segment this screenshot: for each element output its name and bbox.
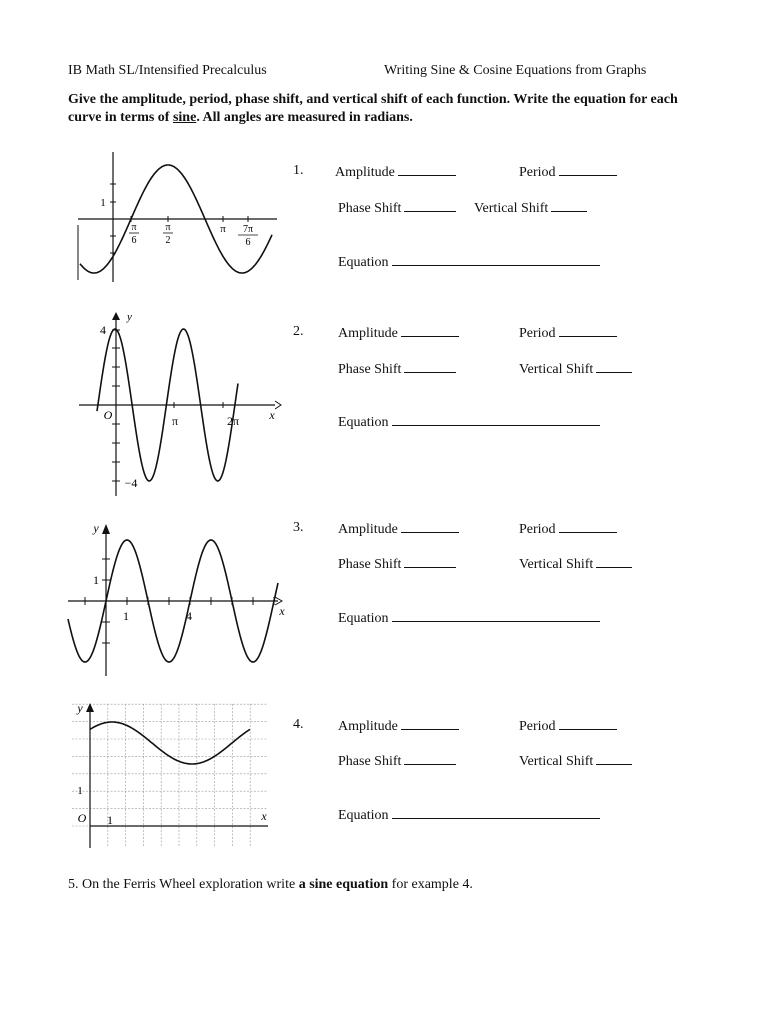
problem-4-amplitude — [338, 717, 459, 735]
instructions-sine-word: sine — [172, 110, 197, 125]
period-answer-blank[interactable] — [559, 324, 617, 337]
problem-3-equation — [338, 609, 600, 627]
graph2-x-pi: π — [171, 414, 179, 428]
problem-1-equation — [338, 253, 600, 271]
graph2-y-top: 4 — [100, 323, 106, 337]
problem-2-phase-shift — [338, 360, 456, 378]
graph-1 — [72, 150, 282, 285]
equation-label: Equation — [338, 808, 389, 823]
vertical-shift-answer-blank[interactable] — [551, 199, 587, 212]
problem-4-vertical-shift — [519, 752, 632, 770]
graph2-x-label: x — [269, 408, 275, 422]
equation-answer-blank[interactable] — [392, 609, 600, 622]
equation-answer-blank[interactable] — [392, 253, 600, 266]
period-label: Period — [519, 522, 556, 537]
problem-5-post: for example 4. — [388, 877, 473, 892]
problem-1-amplitude — [335, 163, 456, 181]
equation-label: Equation — [338, 415, 389, 430]
vertical-shift-answer-blank[interactable] — [596, 555, 632, 568]
vertical-shift-label: Vertical Shift — [474, 201, 549, 216]
graph1-xtick-7pi6-num: 7π — [242, 224, 254, 235]
worksheet-title: Writing Sine & Cosine Equations from Graphs — [384, 63, 647, 78]
equation-answer-blank[interactable] — [392, 806, 600, 819]
graph2-y-bottom: −4 — [124, 476, 138, 490]
period-label: Period — [519, 326, 556, 341]
problem-2-equation — [338, 413, 600, 431]
problem-2-vertical-shift — [519, 360, 632, 378]
problem-3-amplitude — [338, 520, 459, 538]
instructions-part1: Give the amplitude, period, phase shift, and vertical shift of each function. Write the equation for each curve in terms of — [68, 92, 678, 125]
graph1-xtick-pi2-den: 2 — [165, 235, 171, 246]
graph1-xtick-7pi6-den: 6 — [245, 237, 251, 248]
equation-label: Equation — [338, 611, 389, 626]
amplitude-label: Amplitude — [338, 326, 398, 341]
graph2-origin: O — [103, 408, 113, 422]
amplitude-answer-blank[interactable] — [401, 324, 459, 337]
period-answer-blank[interactable] — [559, 520, 617, 533]
graph3-y-tick: 1 — [93, 573, 99, 587]
phase-shift-answer-blank[interactable] — [404, 555, 456, 568]
problem-4-equation — [338, 806, 600, 824]
graph-2 — [75, 308, 285, 498]
vertical-shift-label: Vertical Shift — [519, 362, 594, 377]
problem-1-phase-shift — [338, 199, 456, 217]
graph4-grid — [72, 704, 268, 846]
graph4-y-label: y — [77, 701, 83, 715]
vertical-shift-label: Vertical Shift — [519, 557, 594, 572]
instructions — [68, 91, 708, 127]
graph1-ytick-label: 1 — [100, 197, 106, 209]
equation-label: Equation — [338, 255, 389, 270]
vertical-shift-answer-blank[interactable] — [596, 360, 632, 373]
phase-shift-answer-blank[interactable] — [404, 752, 456, 765]
graph2-y-label: y — [127, 311, 132, 323]
graph3-x-tick-1: 1 — [123, 609, 129, 623]
problem-1-number: 1. — [293, 163, 304, 178]
phase-shift-label: Phase Shift — [338, 754, 402, 769]
phase-shift-label: Phase Shift — [338, 557, 402, 572]
graph4-curve — [90, 722, 250, 764]
graph4-x-label: x — [261, 809, 267, 823]
phase-shift-answer-blank[interactable] — [404, 199, 456, 212]
problem-2-amplitude — [338, 324, 459, 342]
period-answer-blank[interactable] — [559, 717, 617, 730]
graph4-y-tick: 1 — [77, 785, 83, 797]
phase-shift-label: Phase Shift — [338, 362, 402, 377]
problem-1-period — [519, 163, 617, 181]
graph3-x-label: x — [279, 604, 285, 618]
graph2-x-2pi: 2π — [226, 414, 240, 428]
problem-1-vertical-shift — [474, 199, 587, 217]
graph-4 — [68, 700, 273, 850]
amplitude-answer-blank[interactable] — [401, 717, 459, 730]
period-answer-blank[interactable] — [559, 163, 617, 176]
instructions-part2: . All angles are measured in radians. — [196, 110, 413, 125]
amplitude-label: Amplitude — [338, 719, 398, 734]
vertical-shift-answer-blank[interactable] — [596, 752, 632, 765]
graph1-xtick-pi6-num: π — [131, 222, 137, 233]
problem-3-period — [519, 520, 617, 538]
graph-3 — [66, 518, 288, 678]
period-label: Period — [519, 165, 556, 180]
problem-2-period — [519, 324, 617, 342]
period-label: Period — [519, 719, 556, 734]
amplitude-label: Amplitude — [335, 165, 395, 180]
phase-shift-label: Phase Shift — [338, 201, 402, 216]
vertical-shift-label: Vertical Shift — [519, 754, 594, 769]
problem-5 — [68, 877, 473, 893]
problem-4-phase-shift — [338, 752, 456, 770]
problem-3-vertical-shift — [519, 555, 632, 573]
graph3-y-label: y — [93, 521, 99, 535]
problem-5-pre: 5. On the Ferris Wheel exploration write — [68, 877, 299, 892]
graph3-x-tick-4: 4 — [186, 609, 192, 623]
graph4-origin: O — [77, 811, 87, 825]
amplitude-answer-blank[interactable] — [398, 163, 456, 176]
problem-3-number: 3. — [293, 520, 304, 535]
graph1-xtick-pi2-num: π — [165, 222, 171, 233]
graph1-xtick-pi: π — [220, 223, 226, 235]
problem-2-number: 2. — [293, 324, 304, 339]
graph4-x-tick: 1 — [107, 813, 113, 827]
problem-5-bold: a sine equation — [298, 877, 389, 892]
problem-3-phase-shift — [338, 555, 456, 573]
problem-4-period — [519, 717, 617, 735]
problem-4-number: 4. — [293, 717, 304, 732]
graph1-xtick-pi6-den: 6 — [131, 235, 137, 246]
course-title: IB Math SL/Intensified Precalculus — [68, 63, 267, 78]
amplitude-label: Amplitude — [338, 522, 398, 537]
equation-answer-blank[interactable] — [392, 413, 600, 426]
phase-shift-answer-blank[interactable] — [404, 360, 456, 373]
amplitude-answer-blank[interactable] — [401, 520, 459, 533]
